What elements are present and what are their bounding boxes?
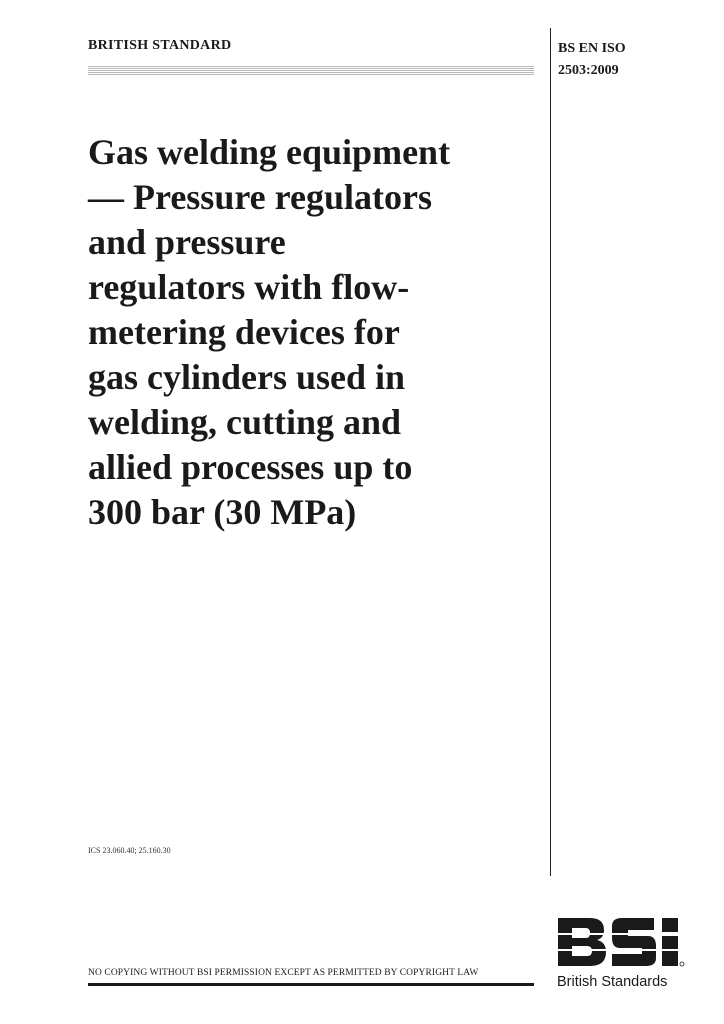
bsi-logo-mark [556,914,686,970]
standard-number [558,38,626,82]
title-line: gas cylinders used in [88,357,406,397]
title-line: welding, cutting and [88,402,402,442]
title-line: metering devices for [88,312,400,352]
document-title [88,130,548,535]
standard-number-line-2: 2503:2009 [558,63,619,78]
ics-code: ICS 23.060.40; 25.160.30 [88,846,171,855]
vertical-divider [550,28,551,876]
copyright-notice: NO COPYING WITHOUT BSI PERMISSION EXCEPT AS PERMITTED BY COPYRIGHT LAW [88,968,479,978]
footer-rule [88,983,534,986]
standard-number-line-1: BS EN ISO [558,41,626,56]
title-line: regulators with flow- [88,267,410,307]
title-line: allied processes up to [88,447,413,487]
title-line: — Pressure regulators [88,177,432,217]
title-line: and pressure [88,222,286,262]
header-rule [88,66,534,76]
title-line: Gas welding equipment [88,132,451,172]
title-line: 300 bar (30 MPa) [88,492,357,532]
bsi-logo-caption: British Standards [557,974,668,990]
document-type-label: BRITISH STANDARD [88,38,232,53]
